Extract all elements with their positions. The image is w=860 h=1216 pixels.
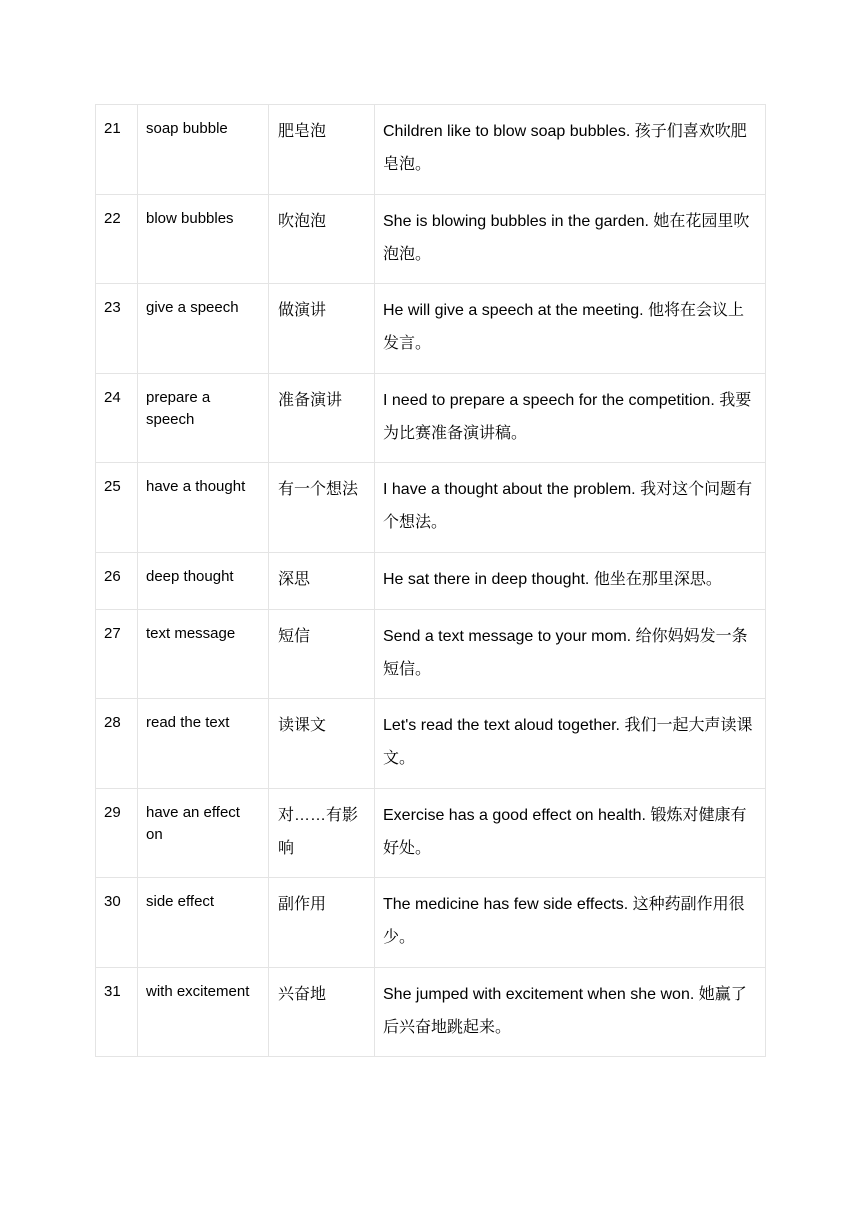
example-sentence: She jumped with excitement when she won. 她赢了后兴奋地跳起来。 [375,967,766,1057]
chinese-meaning: 读课文 [269,699,375,789]
english-phrase: soap bubble [138,105,269,195]
example-sentence: I have a thought about the problem. 我对这个问题有个想法。 [375,463,766,553]
row-number: 21 [96,105,138,195]
example-sentence: The medicine has few side effects. 这种药副作用很少。 [375,878,766,968]
table-row [96,105,766,195]
example-sentence: Children like to blow soap bubbles. 孩子们喜欢吹肥皂泡。 [375,105,766,195]
english-phrase: side effect [138,878,269,968]
chinese-meaning: 副作用 [269,878,375,968]
table-row [96,967,766,1057]
english-phrase: prepare a speech [138,373,269,463]
chinese-meaning: 短信 [269,609,375,699]
example-sentence: I need to prepare a speech for the competition. 我要为比赛准备演讲稿。 [375,373,766,463]
english-phrase: give a speech [138,284,269,374]
chinese-meaning: 肥皂泡 [269,105,375,195]
chinese-meaning: 做演讲 [269,284,375,374]
row-number: 28 [96,699,138,789]
table-row [96,878,766,968]
chinese-meaning: 有一个想法 [269,463,375,553]
example-sentence: He will give a speech at the meeting. 他将在会议上发言。 [375,284,766,374]
table-row [96,373,766,463]
english-phrase: text message [138,609,269,699]
english-phrase: deep thought [138,552,269,609]
chinese-meaning: 对……有影响 [269,788,375,878]
example-sentence: He sat there in deep thought. 他坐在那里深思。 [375,552,766,609]
row-number: 30 [96,878,138,968]
table-row [96,609,766,699]
english-phrase: have a thought [138,463,269,553]
example-sentence: She is blowing bubbles in the garden. 她在花园里吹泡泡。 [375,194,766,284]
row-number: 29 [96,788,138,878]
table-row [96,194,766,284]
row-number: 22 [96,194,138,284]
row-number: 26 [96,552,138,609]
english-phrase: with excitement [138,967,269,1057]
table-row [96,552,766,609]
chinese-meaning: 兴奋地 [269,967,375,1057]
table-row [96,699,766,789]
example-sentence: Exercise has a good effect on health. 锻炼对健康有好处。 [375,788,766,878]
row-number: 31 [96,967,138,1057]
table-row [96,284,766,374]
english-phrase: blow bubbles [138,194,269,284]
example-sentence: Send a text message to your mom. 给你妈妈发一条短信。 [375,609,766,699]
chinese-meaning: 深思 [269,552,375,609]
row-number: 25 [96,463,138,553]
english-phrase: have an effect on [138,788,269,878]
row-number: 23 [96,284,138,374]
chinese-meaning: 准备演讲 [269,373,375,463]
row-number: 24 [96,373,138,463]
row-number: 27 [96,609,138,699]
table-row [96,788,766,878]
chinese-meaning: 吹泡泡 [269,194,375,284]
english-phrase: read the text [138,699,269,789]
vocabulary-table [95,104,766,1057]
example-sentence: Let's read the text aloud together. 我们一起大声读课文。 [375,699,766,789]
table-row [96,463,766,553]
